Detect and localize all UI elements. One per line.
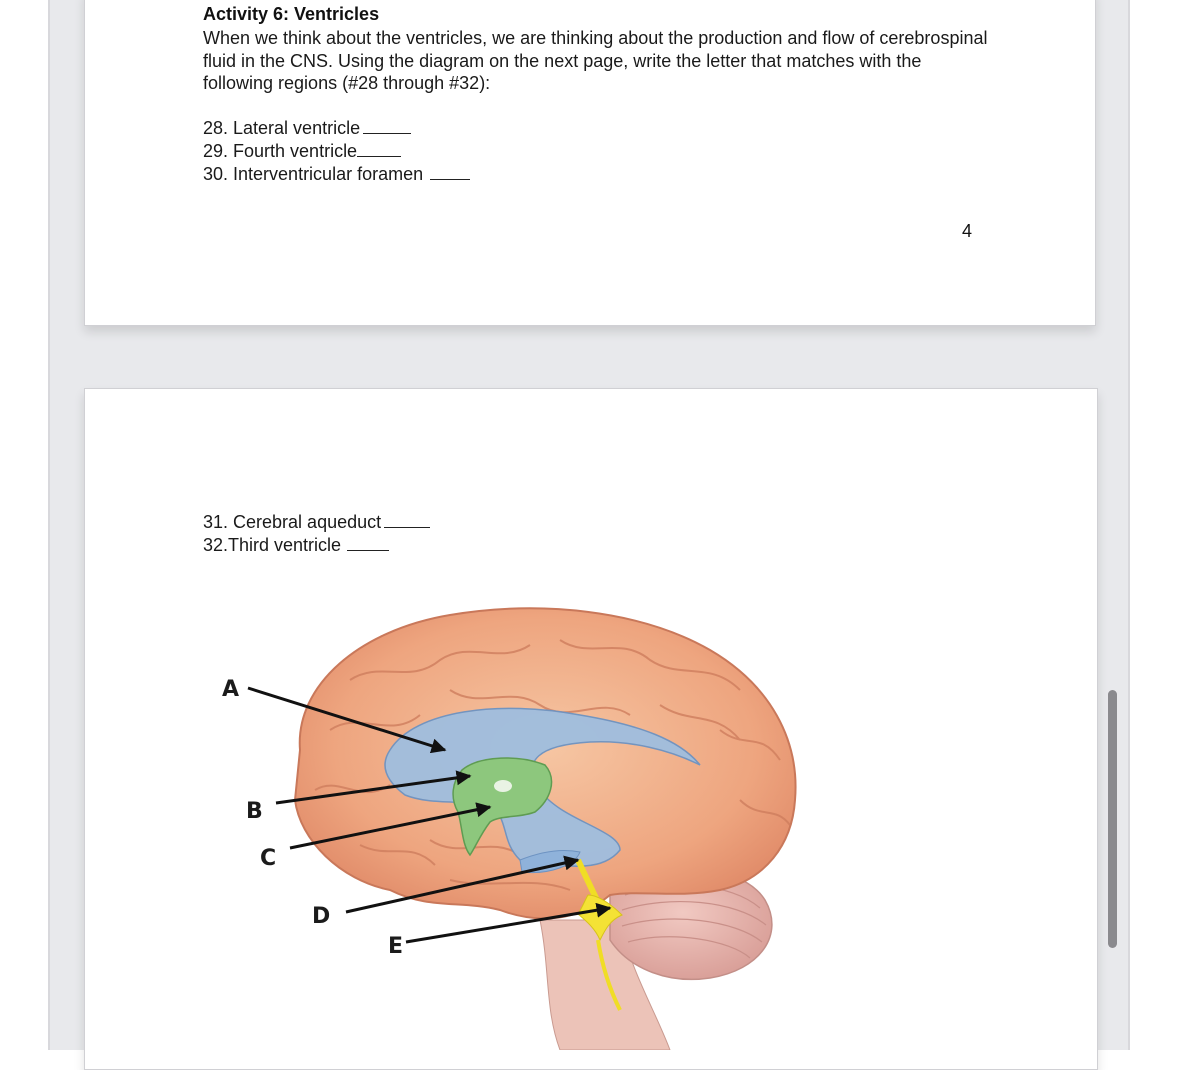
answer-blank-28[interactable]	[363, 117, 411, 134]
brain-ventricles-diagram	[200, 590, 820, 1050]
question-30	[203, 163, 470, 185]
answer-blank-31[interactable]	[384, 511, 430, 528]
label-e: E	[388, 934, 404, 959]
question-28-label: 28. Lateral ventricle	[203, 118, 361, 138]
question-32-label: 32.Third ventricle	[203, 535, 342, 555]
label-a: A	[222, 677, 240, 702]
question-32	[203, 534, 389, 556]
interthalamic-adhesion	[494, 780, 512, 792]
page-number: 4	[962, 221, 973, 241]
label-b: B	[246, 799, 263, 824]
question-29-label: 29. Fourth ventricle	[203, 141, 358, 161]
question-30-label: 30. Interventricular foramen	[203, 164, 424, 184]
scrollbar-thumb[interactable]	[1108, 690, 1117, 948]
activity-title: Activity 6: Ventricles	[203, 4, 380, 24]
answer-blank-30[interactable]	[430, 163, 470, 180]
question-29	[203, 140, 401, 162]
activity-instructions: When we think about the ventricles, we are thinking about the production and flow of cerebrospinal fluid in the CNS. Using the diagram on the next page, write the letter that matches with the following regions (#28 through #32):	[203, 28, 988, 93]
question-31	[203, 511, 430, 533]
question-31-label: 31. Cerebral aqueduct	[203, 512, 382, 532]
answer-blank-32[interactable]	[347, 534, 389, 551]
label-d: D	[312, 904, 331, 929]
answer-blank-29[interactable]	[357, 140, 401, 157]
question-28	[203, 117, 411, 139]
label-c: C	[260, 846, 277, 871]
